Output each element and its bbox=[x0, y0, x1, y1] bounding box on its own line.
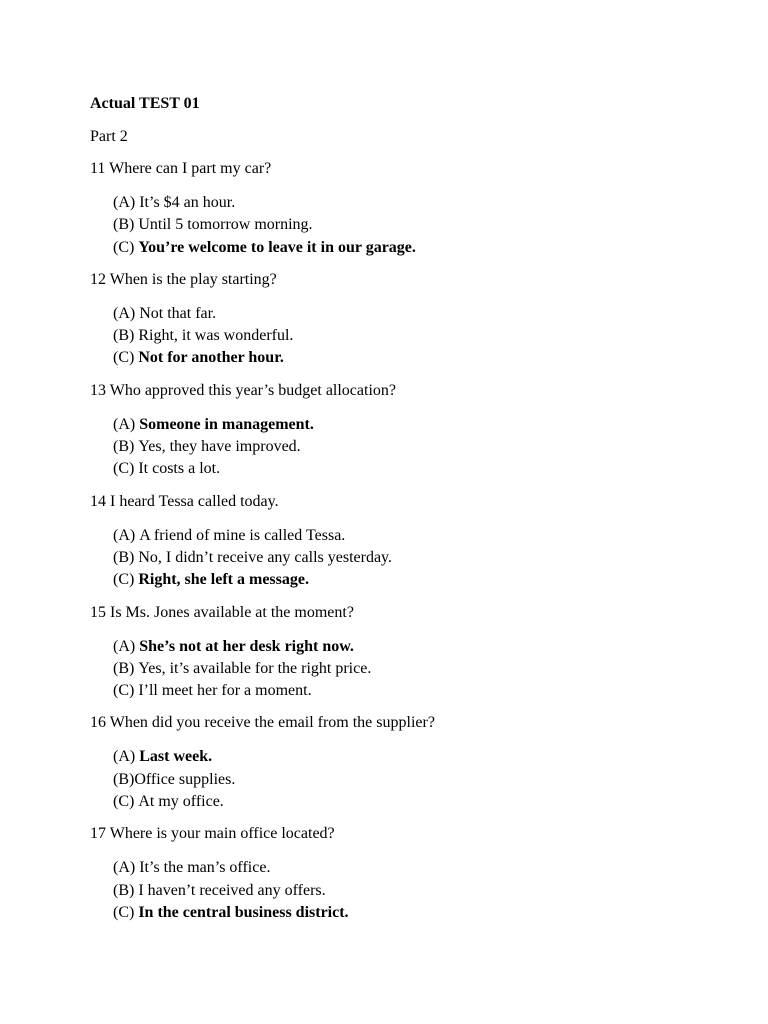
question-13 bbox=[90, 381, 768, 481]
question-text bbox=[90, 713, 768, 733]
option-text: No, I didn’t receive any calls yesterday. bbox=[138, 548, 393, 566]
option-text: Right, she left a message. bbox=[138, 571, 309, 589]
option-text: I haven’t received any offers. bbox=[138, 881, 326, 899]
question-prompt: Where is your main office located? bbox=[109, 825, 335, 843]
option-letter: (C) bbox=[113, 238, 135, 256]
option-text: Yes, it’s available for the right price. bbox=[138, 659, 372, 677]
option-text: Not that far. bbox=[139, 304, 217, 322]
option-letter: (C) bbox=[113, 903, 135, 921]
answer-option bbox=[113, 680, 768, 702]
answer-options bbox=[90, 636, 768, 703]
question-14 bbox=[90, 492, 768, 592]
option-letter: (A) bbox=[113, 194, 136, 211]
option-letter: (C) bbox=[113, 460, 135, 478]
answer-option bbox=[113, 303, 768, 325]
option-letter: (C) bbox=[113, 682, 135, 700]
question-prompt: Is Ms. Jones available at the moment? bbox=[110, 603, 354, 621]
option-text: Right, it was wonderful. bbox=[138, 327, 294, 345]
answer-option-correct bbox=[113, 902, 768, 924]
option-text: Office supplies. bbox=[134, 770, 236, 788]
option-text: She’s not at her desk right now. bbox=[139, 637, 354, 655]
option-text: In the central business district. bbox=[138, 903, 349, 921]
question-prompt: Where can I part my car? bbox=[109, 160, 272, 177]
option-letter: (B) bbox=[113, 327, 135, 345]
option-letter: (A) bbox=[113, 859, 136, 877]
question-number: 11 bbox=[90, 160, 106, 177]
part-label: Part 2 bbox=[90, 128, 128, 145]
answer-option bbox=[113, 436, 768, 458]
question-15 bbox=[90, 603, 768, 703]
question-12 bbox=[90, 270, 768, 370]
option-letter: (A) bbox=[113, 748, 136, 766]
answer-option bbox=[113, 791, 768, 813]
document-title: Actual TEST 01 bbox=[90, 95, 200, 112]
answer-options bbox=[90, 303, 768, 370]
question-text bbox=[90, 824, 768, 844]
answer-option bbox=[113, 769, 768, 791]
option-letter: (C) bbox=[113, 571, 135, 589]
option-text: At my office. bbox=[138, 793, 224, 811]
option-letter: (C) bbox=[113, 793, 135, 811]
option-text: Not for another hour. bbox=[138, 349, 284, 367]
option-text: It costs a lot. bbox=[138, 460, 221, 478]
option-letter: (B) bbox=[113, 216, 135, 234]
option-letter: (B) bbox=[113, 438, 135, 456]
question-number: 13 bbox=[90, 381, 106, 399]
answer-options bbox=[90, 857, 768, 924]
answer-options bbox=[90, 192, 768, 259]
option-text: You’re welcome to leave it in our garage. bbox=[138, 238, 416, 256]
option-letter: (B) bbox=[113, 659, 135, 677]
question-prompt: Who approved this year’s budget allocation? bbox=[109, 381, 396, 399]
question-number: 14 bbox=[90, 492, 106, 510]
option-letter: (A) bbox=[113, 415, 136, 433]
answer-options bbox=[90, 746, 768, 813]
question-prompt: When is the play starting? bbox=[109, 270, 277, 288]
answer-options bbox=[90, 414, 768, 481]
question-number: 16 bbox=[90, 714, 106, 732]
answer-option bbox=[113, 214, 768, 236]
option-text: It’s $4 an hour. bbox=[139, 194, 236, 211]
answer-option-correct bbox=[113, 347, 768, 369]
question-number: 12 bbox=[90, 270, 106, 288]
question-11 bbox=[90, 159, 768, 259]
answer-option bbox=[113, 458, 768, 480]
answer-option bbox=[113, 325, 768, 347]
question-prompt: I heard Tessa called today. bbox=[110, 492, 279, 510]
option-letter: (A) bbox=[113, 526, 136, 544]
option-text: Someone in management. bbox=[139, 415, 314, 433]
option-letter: (B) bbox=[113, 881, 135, 899]
answer-option-correct bbox=[113, 746, 768, 768]
option-letter: (A) bbox=[113, 304, 136, 322]
answer-option bbox=[113, 880, 768, 902]
answer-option bbox=[113, 525, 768, 547]
question-16 bbox=[90, 713, 768, 813]
answer-option bbox=[113, 192, 768, 214]
answer-option-correct bbox=[113, 414, 768, 436]
option-letter: (B) bbox=[113, 770, 135, 788]
option-text: Last week. bbox=[139, 748, 213, 766]
question-text bbox=[90, 603, 768, 623]
option-text: It’s the man’s office. bbox=[139, 859, 271, 877]
answer-options bbox=[90, 525, 768, 592]
question-prompt: When did you receive the email from the supplier? bbox=[109, 714, 435, 732]
answer-option bbox=[113, 547, 768, 569]
option-text: I’ll meet her for a moment. bbox=[138, 682, 312, 700]
question-list bbox=[90, 159, 768, 924]
option-letter: (C) bbox=[113, 349, 135, 367]
answer-option-correct bbox=[113, 569, 768, 591]
answer-option bbox=[113, 857, 768, 879]
question-text bbox=[90, 270, 768, 290]
answer-option bbox=[113, 658, 768, 680]
option-letter: (B) bbox=[113, 548, 135, 566]
option-text: Until 5 tomorrow morning. bbox=[138, 216, 313, 234]
answer-option-correct bbox=[113, 636, 768, 658]
question-number: 17 bbox=[90, 825, 106, 843]
option-text: A friend of mine is called Tessa. bbox=[139, 526, 346, 544]
option-letter: (A) bbox=[113, 637, 136, 655]
question-number: 15 bbox=[90, 603, 106, 621]
question-17 bbox=[90, 824, 768, 924]
option-text: Yes, they have improved. bbox=[138, 438, 301, 456]
question-text bbox=[90, 159, 768, 179]
question-text bbox=[90, 381, 768, 401]
question-text bbox=[90, 492, 768, 512]
answer-option-correct bbox=[113, 237, 768, 259]
